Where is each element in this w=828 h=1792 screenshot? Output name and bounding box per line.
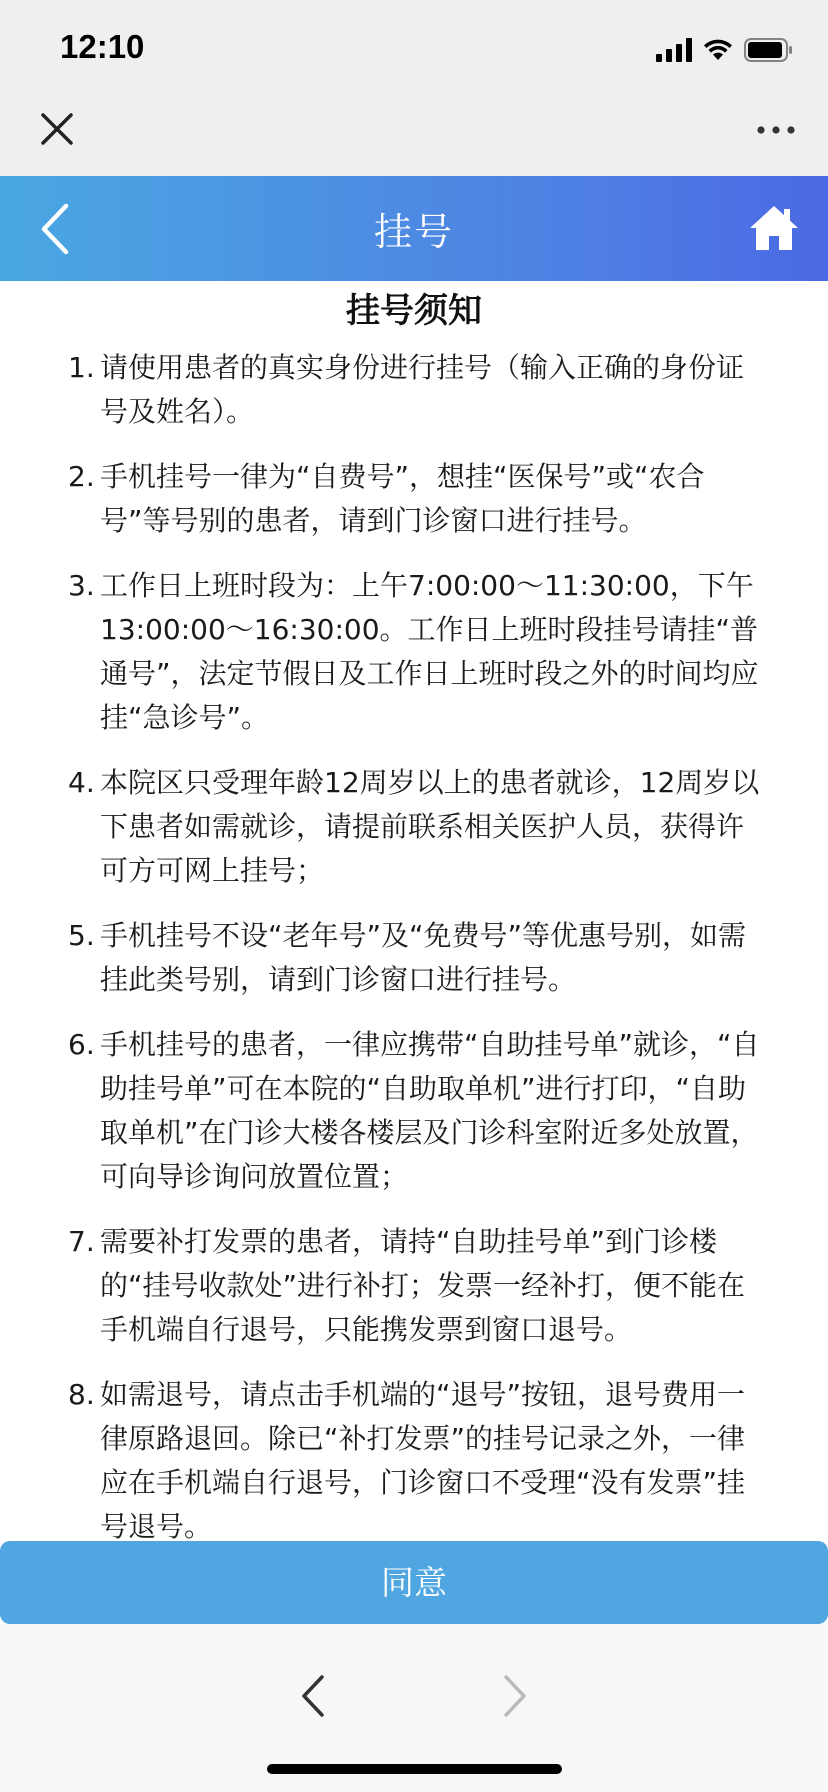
rule-text: 本院区只受理年龄12周岁以上的患者就诊，12周岁以下患者如需就诊，请提前联系相关医护人员，获得许可方可网上挂号；	[100, 766, 760, 887]
nav-bar	[0, 176, 828, 281]
rules-list	[0, 346, 828, 1541]
rule-item	[68, 455, 766, 543]
rule-number: 7.	[68, 1225, 95, 1258]
signal-icon	[656, 38, 692, 62]
rule-number: 6.	[68, 1028, 95, 1061]
rule-item	[68, 914, 766, 1002]
rule-number: 4.	[68, 766, 95, 799]
status-bar	[0, 0, 828, 100]
rule-item	[68, 346, 766, 434]
rule-text: 工作日上班时段为：上午7:00:00～11:30:00，下午13:00:00～16:30:00。工作日上班时段挂号请挂“普通号”，法定节假日及工作日上班时段之外的时间均应挂“急诊号”。	[100, 569, 759, 734]
rule-number: 8.	[68, 1378, 95, 1411]
rule-number: 3.	[68, 569, 95, 602]
browser-bottom-bar	[0, 1624, 828, 1792]
home-indicator	[267, 1764, 562, 1774]
agree-button[interactable]: 同意	[0, 1541, 828, 1624]
home-icon[interactable]	[748, 202, 800, 254]
rule-item	[68, 1373, 766, 1541]
wifi-icon	[702, 38, 734, 62]
rule-text: 需要补打发票的患者，请持“自助挂号单”到门诊楼的“挂号收款处”进行补打；发票一经补打，便不能在手机端自行退号，只能携发票到窗口退号。	[100, 1225, 746, 1346]
rule-text: 手机挂号的患者，一律应携带“自助挂号单”就诊，“自助挂号单”可在本院的“自助取单机”进行打印，“自助取单机”在门诊大楼各楼层及门诊科室附近多处放置，可向导诊询问放置位置；	[100, 1028, 760, 1193]
battery-icon	[744, 38, 794, 62]
notice-title: 挂号须知	[346, 291, 482, 331]
rule-text: 手机挂号不设“老年号”及“免费号”等优惠号别，如需挂此类号别，请到门诊窗口进行挂号。	[100, 919, 747, 996]
rule-text: 请使用患者的真实身份进行挂号（输入正确的身份证号及姓名）。	[100, 351, 745, 428]
rule-text: 手机挂号一律为“自费号”，想挂“医保号”或“农合号”等号别的患者，请到门诊窗口进行挂号。	[100, 460, 705, 537]
rule-text: 如需退号，请点击手机端的“退号”按钮，退号费用一律原路退回。除已“补打发票”的挂号记录之外，一律应在手机端自行退号，门诊窗口不受理“没有发票”挂号退号。	[100, 1378, 746, 1541]
rule-number: 5.	[68, 919, 95, 952]
browser-back-icon[interactable]	[300, 1674, 326, 1718]
more-icon[interactable]	[756, 120, 796, 140]
rule-item	[68, 564, 766, 740]
status-time: 12:10	[60, 28, 145, 65]
browser-forward-icon[interactable]	[502, 1674, 528, 1718]
close-icon[interactable]	[38, 110, 76, 148]
status-icons	[656, 36, 794, 64]
notice-content[interactable]	[0, 281, 828, 1541]
page-title: 挂号	[373, 210, 454, 254]
rule-item	[68, 761, 766, 893]
rule-number: 1.	[68, 351, 95, 384]
webview-toolbar	[0, 100, 828, 176]
rule-number: 2.	[68, 460, 95, 493]
rule-item	[68, 1023, 766, 1199]
rule-item	[68, 1220, 766, 1352]
